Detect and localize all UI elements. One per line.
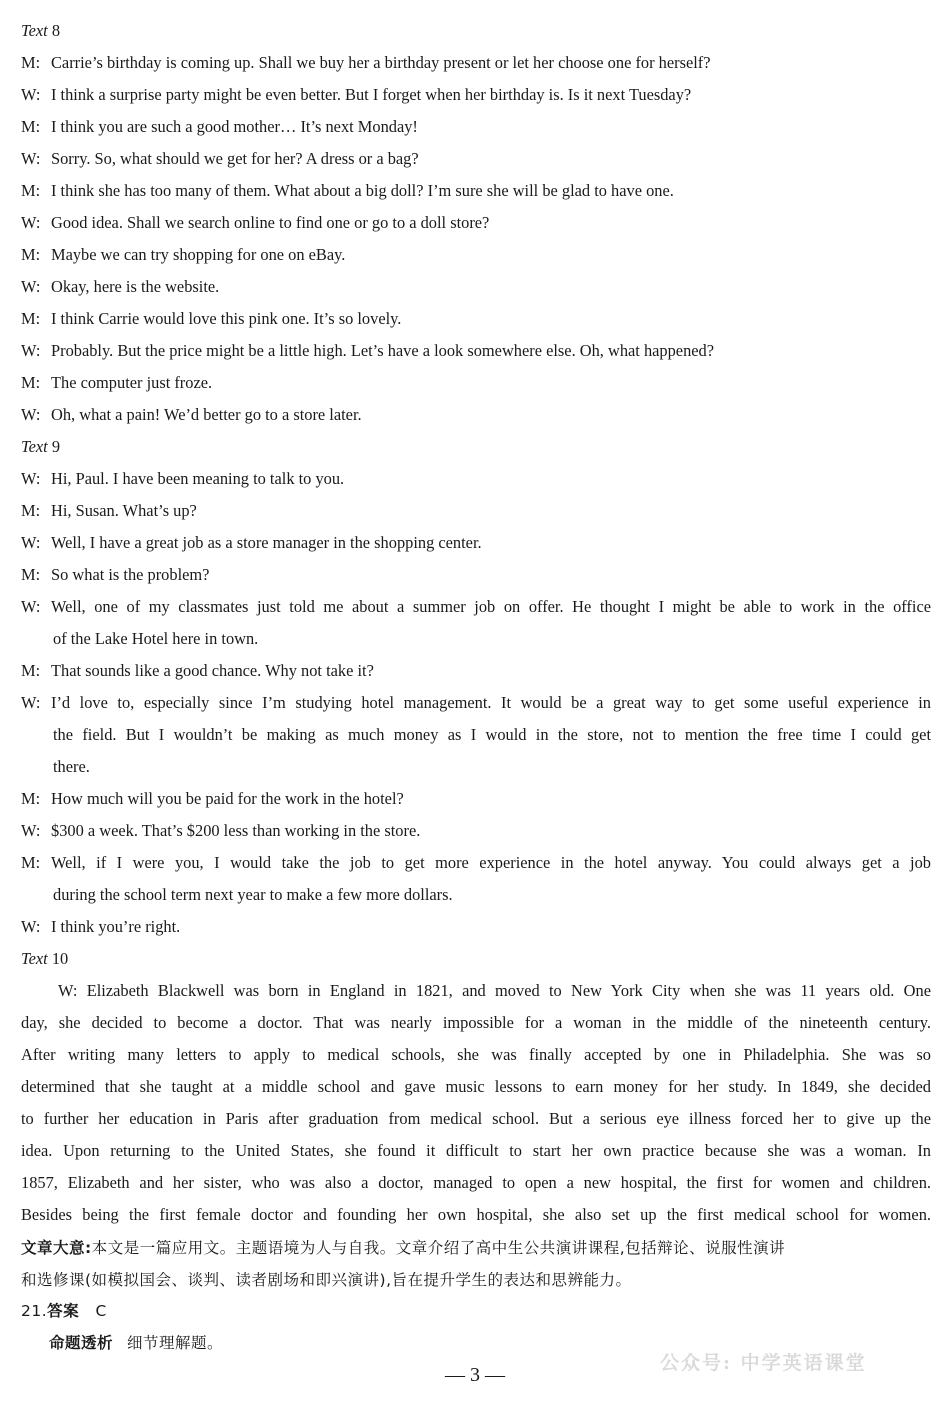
dialogue-line xyxy=(21,111,931,143)
dialogue-text: Hi, Susan. What’s up? xyxy=(51,501,197,520)
monologue-line: 1857, Elizabeth and her sister, who was also a doctor, managed to open a new hospital, the first for women and children. xyxy=(21,1173,931,1192)
speaker-label: W: xyxy=(21,149,41,168)
section-title-word: Text xyxy=(21,21,48,40)
speaker-label: W: xyxy=(21,469,41,488)
speaker-label: M: xyxy=(21,373,41,392)
dialogue-line xyxy=(21,47,931,79)
section-title-word: Text xyxy=(21,949,48,968)
summary-line xyxy=(21,1232,931,1264)
dialogue-text: I think Carrie would love this pink one. It’s so lovely. xyxy=(51,309,402,328)
summary-text: 本文是一篇应用文。主题语境为人与自我。文章介绍了高中生公共演讲课程,包括辩论、说服性演讲 xyxy=(91,1239,786,1257)
dialogue-line xyxy=(21,239,931,271)
monologue-line: determined that she taught at a middle school and gave music lessons to earn money for her study. In 1849, she decided xyxy=(21,1077,931,1096)
dialogue-continuation xyxy=(53,623,931,655)
text9-title xyxy=(21,431,931,463)
dialogue-text: So what is the problem? xyxy=(51,565,210,584)
dialogue-line xyxy=(21,463,931,495)
dialogue-text: of the Lake Hotel here in town. xyxy=(53,629,259,648)
monologue-line: day, she decided to become a doctor. That was nearly impossible for a woman in the middle of the nineteenth century. xyxy=(21,1013,931,1032)
dialogue-continuation xyxy=(53,879,931,911)
dialogue-continuation xyxy=(53,719,931,751)
dialogue-line xyxy=(21,783,931,815)
question-answer xyxy=(21,1295,931,1327)
speaker-label: M: xyxy=(21,789,41,808)
summary-text: 和选修课(如模拟国会、谈判、读者剧场和即兴演讲),旨在提升学生的表达和思辨能力。 xyxy=(21,1271,632,1289)
dialogue-text: the field. But I wouldn’t be making as much money as I would in the store, not to mention the free time I could get xyxy=(53,725,931,744)
dialogue-line xyxy=(21,591,931,623)
speaker-label: W: xyxy=(21,917,41,936)
dialogue-line xyxy=(21,527,931,559)
dialogue-line xyxy=(21,495,931,527)
text8-title xyxy=(21,15,931,47)
dialogue-line xyxy=(21,143,931,175)
speaker-label: W: xyxy=(21,85,41,104)
dialogue-line xyxy=(21,559,931,591)
dialogue-line xyxy=(21,271,931,303)
analysis-label: 命题透析 xyxy=(49,1334,114,1352)
dialogue-line xyxy=(21,655,931,687)
speaker-label: W: xyxy=(21,693,41,712)
dialogue-text: Probably. But the price might be a little high. Let’s have a look somewhere else. Oh, what happened? xyxy=(51,341,715,360)
monologue-line: to further her education in Paris after graduation from medical school. But a serious eye illness forced her to give up the xyxy=(21,1109,931,1128)
section-title-word: Text xyxy=(21,437,48,456)
dialogue-text: there. xyxy=(53,757,90,776)
question-number: 21. xyxy=(21,1302,48,1320)
dialogue-text: Well, one of my classmates just told me about a summer job on offer. He thought I might be able to work in the office xyxy=(51,597,931,616)
speaker-label: W: xyxy=(21,533,41,552)
speaker-label: W: xyxy=(21,821,41,840)
watermark: 公众号: 中学英语课堂 xyxy=(660,1352,867,1374)
dialogue-text: I think you are such a good mother… It’s next Monday! xyxy=(51,117,418,136)
dialogue-line xyxy=(21,847,931,879)
speaker-label: M: xyxy=(21,245,41,264)
speaker-label: W: xyxy=(21,213,41,232)
dialogue-line xyxy=(21,911,931,943)
speaker-label: M: xyxy=(21,853,41,872)
speaker-label: W: xyxy=(21,341,41,360)
speaker-label: M: xyxy=(21,181,41,200)
speaker-label: M: xyxy=(21,309,41,328)
dialogue-text: Well, if I were you, I would take the job to get more experience in the hotel anyway. You could always get a job xyxy=(51,853,931,872)
section-title-number: 8 xyxy=(51,21,61,40)
speaker-label: W: xyxy=(21,405,41,424)
dialogue-text: I’d love to, especially since I’m studying hotel management. It would be a great way to get some useful experience in xyxy=(51,693,931,712)
monologue-line: idea. Upon returning to the United States, she found it difficult to start her own practice because she was a woman. In xyxy=(21,1141,931,1160)
speaker-label: W: xyxy=(21,597,41,616)
answer-value: C xyxy=(95,1302,107,1320)
section-title-number: 9 xyxy=(51,437,61,456)
dialogue-text: How much will you be paid for the work in the hotel? xyxy=(51,789,404,808)
dialogue-text: I think a surprise party might be even better. But I forget when her birthday is. Is it next Tuesday? xyxy=(51,85,692,104)
dialogue-line xyxy=(21,335,931,367)
summary-line xyxy=(21,1264,931,1296)
dialogue-text: during the school term next year to make a few more dollars. xyxy=(53,885,453,904)
dialogue-text: Oh, what a pain! We’d better go to a store later. xyxy=(51,405,362,424)
dialogue-line xyxy=(21,79,931,111)
speaker-label: M: xyxy=(21,117,41,136)
dialogue-line xyxy=(21,399,931,431)
monologue-line: After writing many letters to apply to medical schools, she was finally accepted by one in Philadelphia. She was so xyxy=(21,1045,931,1064)
speaker-label: M: xyxy=(21,565,41,584)
speaker-label: M: xyxy=(21,661,41,680)
dialogue-text: Carrie’s birthday is coming up. Shall we buy her a birthday present or let her choose one for herself? xyxy=(51,53,711,72)
dialogue-text: Hi, Paul. I have been meaning to talk to you. xyxy=(51,469,345,488)
dialogue-text: Maybe we can try shopping for one on eBay. xyxy=(51,245,346,264)
dialogue-line xyxy=(21,175,931,207)
section-title-number: 10 xyxy=(51,949,69,968)
dialogue-text: Well, I have a great job as a store manager in the shopping center. xyxy=(51,533,482,552)
page-number: — 3 — xyxy=(445,1364,505,1386)
dialogue-text: I think you’re right. xyxy=(51,917,181,936)
answer-label: 答案 xyxy=(47,1302,80,1320)
dialogue-line xyxy=(21,687,931,719)
dialogue-line xyxy=(21,367,931,399)
dialogue-line xyxy=(21,303,931,335)
dialogue-text: That sounds like a good chance. Why not take it? xyxy=(51,661,374,680)
dialogue-line xyxy=(21,815,931,847)
speaker-label: M: xyxy=(21,501,41,520)
dialogue-continuation xyxy=(53,751,931,783)
monologue-line: W: Elizabeth Blackwell was born in England in 1821, and moved to New York City when she was 11 years old. One xyxy=(58,981,931,1000)
monologue-line: Besides being the first female doctor and founding her own hospital, she also set up the first medical school for women. xyxy=(21,1205,931,1224)
dialogue-text: Sorry. So, what should we get for her? A dress or a bag? xyxy=(51,149,419,168)
speaker-label: M: xyxy=(21,53,41,72)
dialogue-text: I think she has too many of them. What about a big doll? I’m sure she will be glad to have one. xyxy=(51,181,674,200)
dialogue-line xyxy=(21,207,931,239)
dialogue-text: Okay, here is the website. xyxy=(51,277,220,296)
text10-title xyxy=(21,943,931,975)
analysis-text: 细节理解题。 xyxy=(127,1334,224,1352)
dialogue-text: The computer just froze. xyxy=(51,373,213,392)
dialogue-text: Good idea. Shall we search online to find one or go to a doll store? xyxy=(51,213,490,232)
summary-label: 文章大意: xyxy=(21,1239,92,1257)
dialogue-text: $300 a week. That’s $200 less than working in the store. xyxy=(51,821,421,840)
speaker-label: W: xyxy=(21,277,41,296)
